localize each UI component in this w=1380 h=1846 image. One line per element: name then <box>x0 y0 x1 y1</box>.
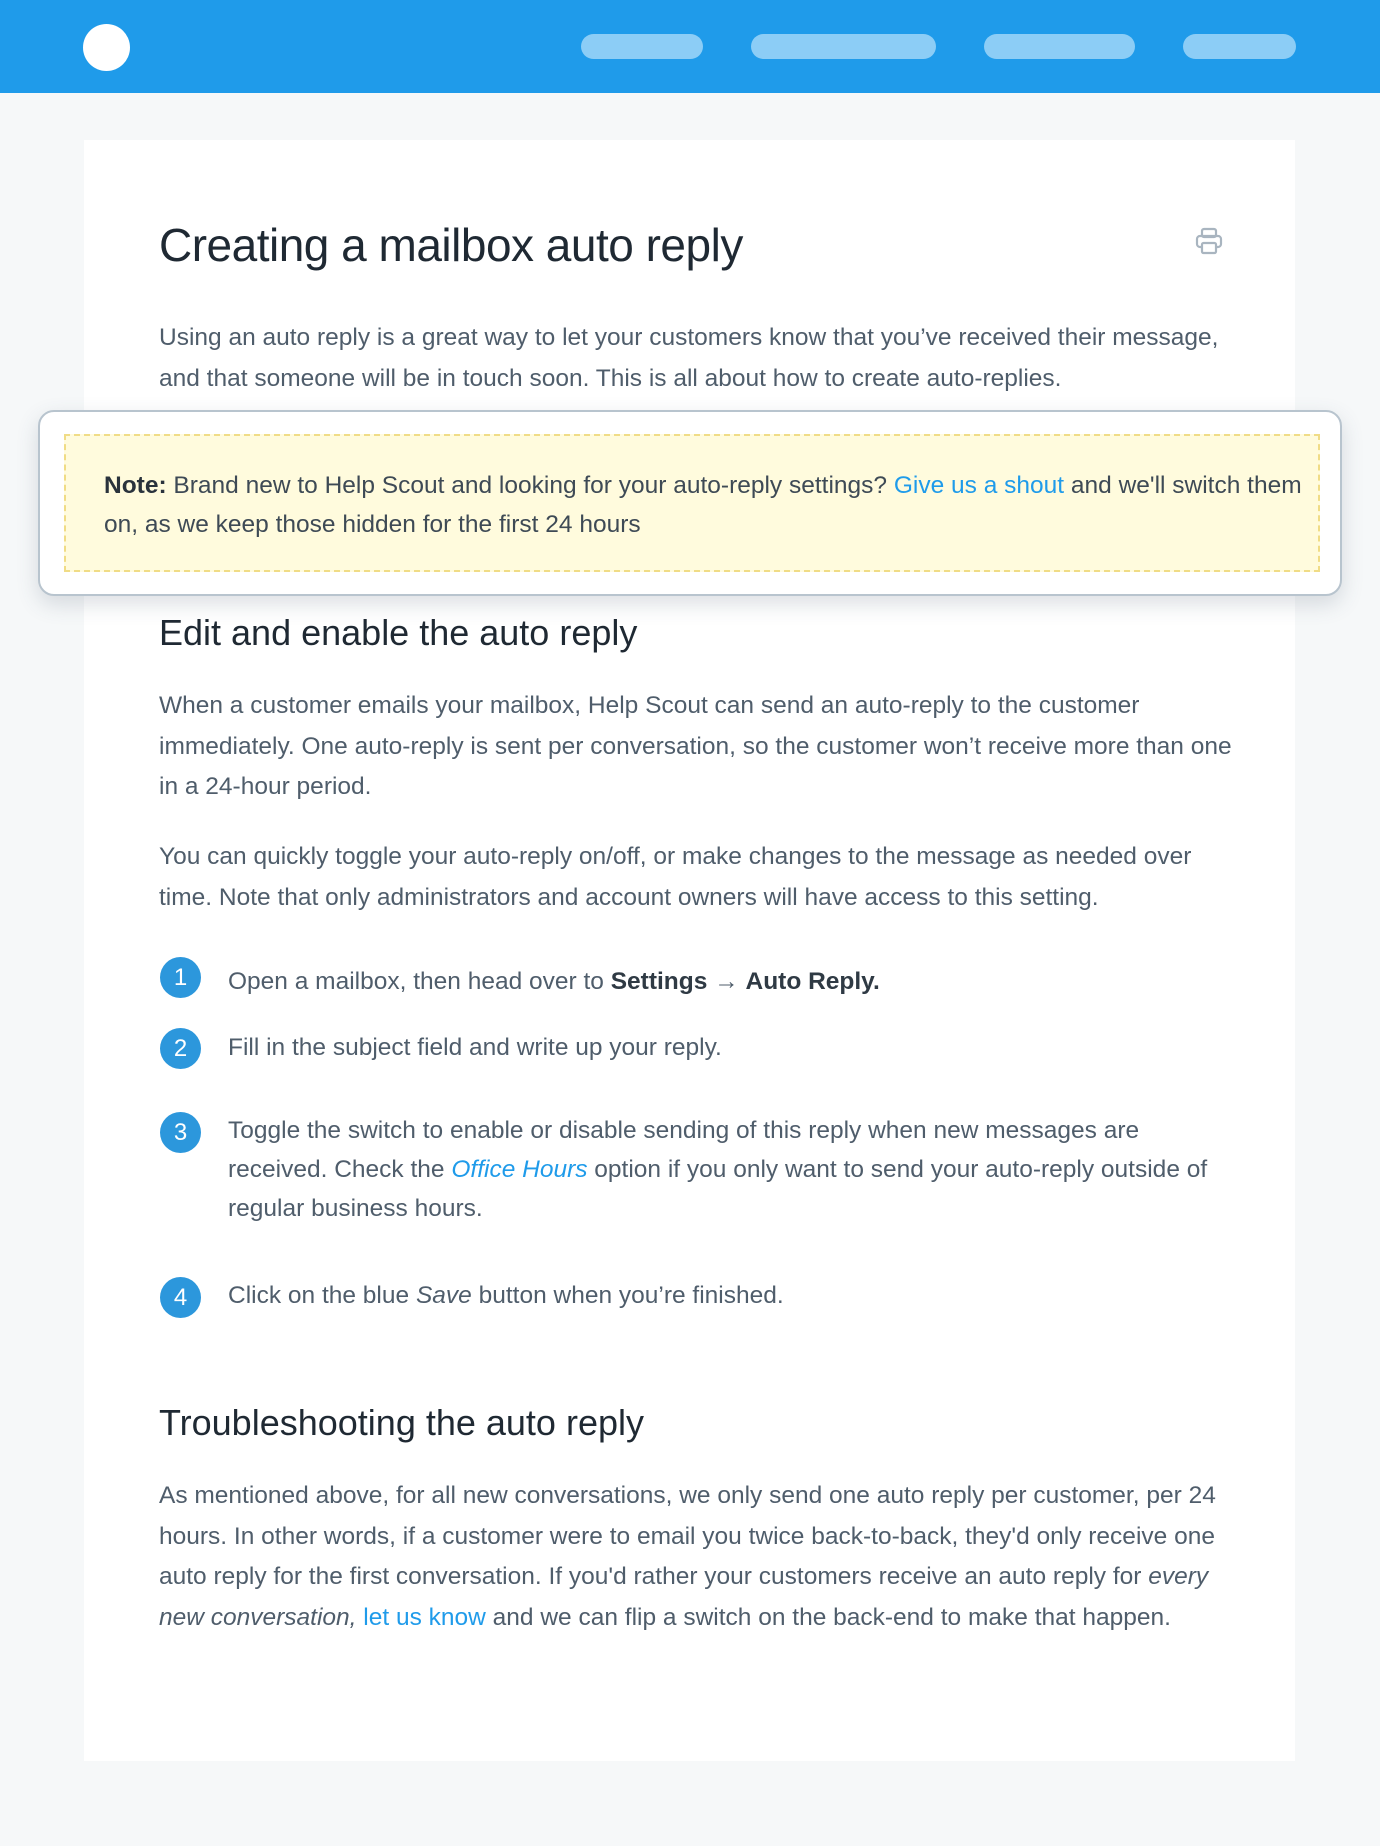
settings-label: Settings <box>610 968 708 995</box>
note-box <box>64 434 1320 572</box>
step-number-4: 4 <box>160 1277 201 1318</box>
note-callout-highlight <box>38 410 1342 596</box>
let-us-know-link[interactable]: let us know <box>363 1603 486 1631</box>
nav-item-placeholder-2[interactable] <box>751 34 936 59</box>
printer-icon[interactable] <box>1194 226 1224 256</box>
step-4-text-after: button when you’re finished. <box>471 1282 784 1309</box>
nav-item-placeholder-3[interactable] <box>984 34 1135 59</box>
note-text-after: and we'll switch them on, as we keep those hidden for the first 24 hours <box>104 472 1302 538</box>
give-us-a-shout-link[interactable]: Give us a shout <box>893 472 1065 499</box>
section-heading-troubleshooting: Troubleshooting the auto reply <box>159 1402 644 1443</box>
step-text-4 <box>228 1276 1238 1315</box>
arrow: → <box>707 968 746 995</box>
edit-paragraph-2: You can quickly toggle your auto-reply on/off, or make changes to the message as needed over time. Note that only administrators and account owners will have access to this setting. <box>159 843 1192 911</box>
trouble-text-after: and we can flip a switch on the back-end to make that happen. <box>485 1603 1171 1631</box>
step-4-text-before: Click on the blue <box>228 1282 416 1309</box>
step-number-2: 2 <box>160 1028 201 1069</box>
nav-item-placeholder-1[interactable] <box>581 34 703 59</box>
office-hours-link[interactable]: Office Hours <box>451 1156 588 1183</box>
top-nav-bar <box>0 0 1380 93</box>
step-1-text-before: Open a mailbox, then head over to <box>228 968 611 995</box>
step-text-3 <box>228 1111 1238 1228</box>
step-3-text-before: Toggle the switch to enable or disable sending of this reply when new messages are received. Check the <box>228 1117 1140 1183</box>
section-heading-edit: Edit and enable the auto reply <box>159 612 638 653</box>
troubleshooting-paragraph <box>159 1476 1239 1638</box>
note-text <box>104 466 1304 544</box>
logo[interactable] <box>83 24 130 71</box>
step-text-1 <box>228 962 1238 1001</box>
step-3-text-after: option if you only want to send your auto-reply outside of regular business hours. <box>228 1156 1208 1222</box>
step-text-2: Fill in the subject field and write up your reply. <box>228 1034 722 1061</box>
page-title: Creating a mailbox auto reply <box>159 219 743 271</box>
trouble-text-before: As mentioned above, for all new conversations, we only send one auto reply per customer, per 24 hours. In other words, if a customer were to email you twice back-to-back, they'd only receive one auto reply for the first conversation. If you'd rather your customers receive an auto reply for <box>159 1482 1216 1590</box>
auto-reply-label: Auto Reply. <box>745 968 880 995</box>
every-new-conversation-text: every new conversation, <box>159 1563 1209 1631</box>
note-label: Note: <box>104 472 167 499</box>
intro-paragraph: Using an auto reply is a great way to let your customers know that you’ve received their message, and that someone will be in touch soon. This is all about how to create auto-replies. <box>159 324 1219 392</box>
step-number-1: 1 <box>160 957 201 998</box>
edit-paragraph-1: When a customer emails your mailbox, Help Scout can send an auto-reply to the customer immediately. One auto-reply is sent per conversation, so the customer won’t receive more than one in a 24-hour period. <box>159 692 1232 800</box>
step-number-3: 3 <box>160 1112 201 1153</box>
nav-item-placeholder-4[interactable] <box>1183 34 1296 59</box>
save-label: Save <box>415 1282 472 1309</box>
note-text-before: Brand new to Help Scout and looking for your auto-reply settings? <box>166 472 894 499</box>
